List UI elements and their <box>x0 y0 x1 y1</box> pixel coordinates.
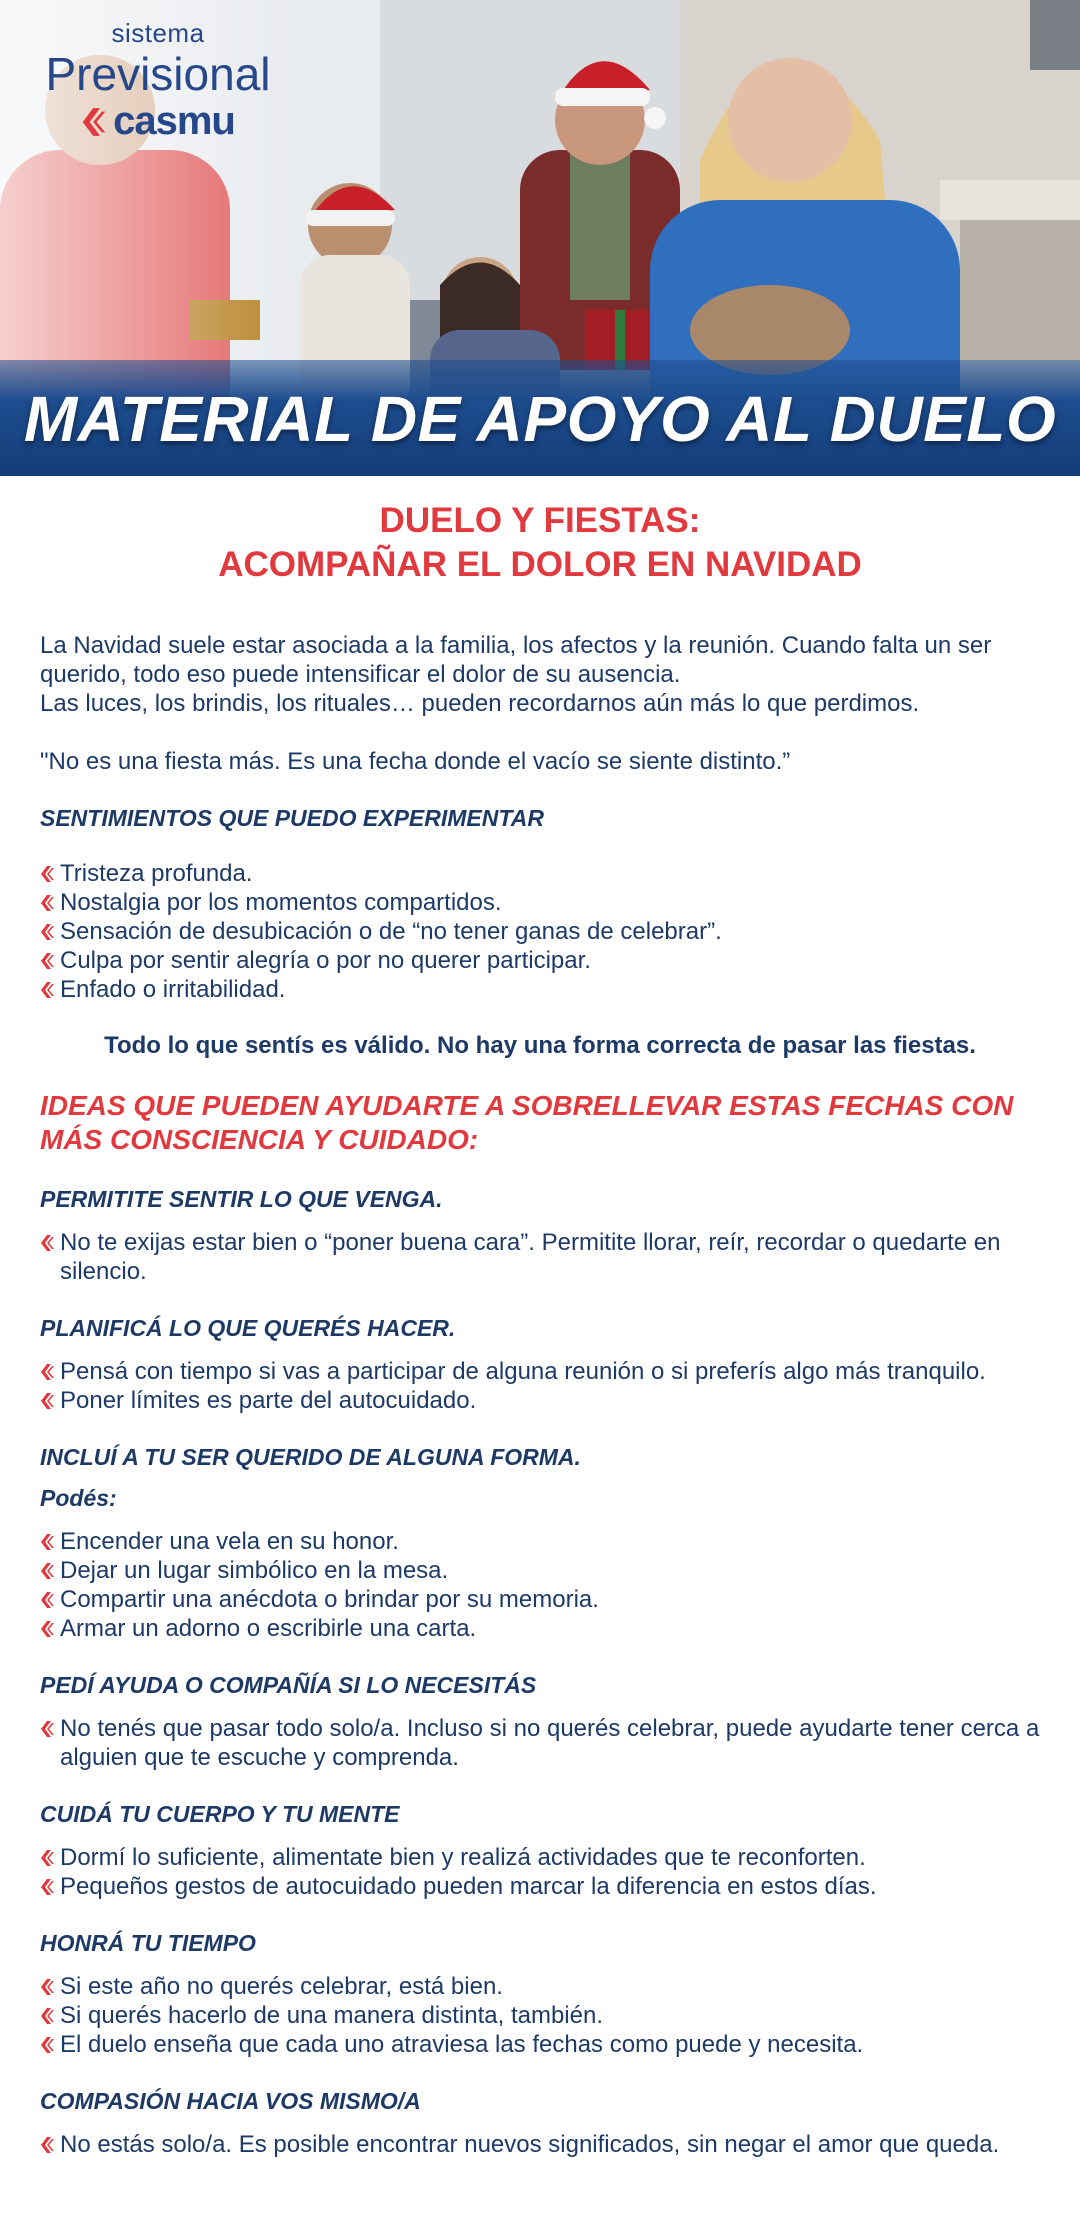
section-list-honra <box>40 1972 1040 2059</box>
section-heading-incluí: INCLUÍ A TU SER QUERIDO DE ALGUNA FORMA. <box>40 1444 581 1470</box>
section-heading-cuida: CUIDÁ TU CUERPO Y TU MENTE <box>40 1801 400 1827</box>
intro-paragraph-1: La Navidad suele estar asociada a la familia, los afectos y la reunión. Cuando falta un ser querido, todo eso puede intensificar el dolor de su ausencia. <box>40 632 992 688</box>
section-heading-compasion: COMPASIÓN HACIA VOS MISMO/A <box>40 2088 421 2114</box>
list-item <box>40 946 1040 975</box>
list-item <box>40 1527 1040 1556</box>
list-item <box>40 1872 1040 1901</box>
casmu-chevron-icon <box>40 1235 55 1251</box>
validation-statement: Todo lo que sentís es válido. No hay una forma correcta de pasar las fiestas. <box>104 1032 976 1059</box>
casmu-chevron-icon <box>81 106 107 138</box>
casmu-chevron-icon <box>40 924 55 940</box>
list-item <box>40 1614 1040 1643</box>
list-item-text: Armar un adorno o escribirle una carta. <box>60 1615 477 1642</box>
list-item <box>40 2001 1040 2030</box>
casmu-chevron-icon <box>40 1393 55 1409</box>
page-title-line-2: ACOMPAÑAR EL DOLOR EN NAVIDAD <box>218 545 862 584</box>
casmu-chevron-icon <box>40 1364 55 1380</box>
list-item-text: Dormí lo suficiente, alimentate bien y realizá actividades que te reconforten. <box>60 1844 866 1871</box>
casmu-chevron-icon <box>40 2008 55 2024</box>
list-item-text: Tristeza profunda. <box>60 860 253 887</box>
section-heading-planifica: PLANIFICÁ LO QUE QUERÉS HACER. <box>40 1315 456 1341</box>
page-title <box>40 499 1040 587</box>
list-item-text: Sensación de desubicación o de “no tener ganas de celebrar”. <box>60 918 722 945</box>
logo-line-sistema: sistema <box>111 18 205 48</box>
list-item <box>40 1386 1040 1415</box>
feelings-list <box>40 859 1040 1004</box>
list-item-text: No estás solo/a. Es posible encontrar nuevos significados, sin negar el amor que queda. <box>60 2131 1000 2158</box>
logo-brand-casmu: casmu <box>113 99 235 143</box>
list-item <box>40 975 1040 1004</box>
list-item-text: Encender una vela en su honor. <box>60 1528 399 1555</box>
logo-line-previsional: Previsional <box>45 48 271 100</box>
article-body <box>0 499 1080 2159</box>
list-item-text: No tenés que pasar todo solo/a. Incluso si no querés celebrar, puede ayudarte tener cerca a alguien que te escuche y comprenda. <box>60 1715 1040 1771</box>
intro-paragraph-2: Las luces, los brindis, los rituales… pueden recordarnos aún más lo que perdimos. <box>40 690 920 717</box>
intro-quote: "No es una fiesta más. Es una fecha donde el vacío se siente distinto.” <box>40 748 791 775</box>
list-item <box>40 1714 1040 1772</box>
section-list-incluí <box>40 1527 1040 1643</box>
page-title-line-1: DUELO Y FIESTAS: <box>379 501 701 540</box>
list-item-text: Culpa por sentir alegría o por no querer participar. <box>60 947 591 974</box>
list-item <box>40 1843 1040 1872</box>
list-item-text: El duelo enseña que cada uno atraviesa las fechas como puede y necesita. <box>60 2031 864 2058</box>
casmu-chevron-icon <box>40 866 55 882</box>
casmu-chevron-icon <box>40 1563 55 1579</box>
hero-banner <box>0 0 1080 476</box>
section-list-permitite <box>40 1228 1040 1286</box>
logo-brand-row <box>38 99 278 144</box>
list-item-text: Nostalgia por los momentos compartidos. <box>60 889 502 916</box>
casmu-chevron-icon <box>40 953 55 969</box>
list-item <box>40 859 1040 888</box>
section-list-pedi-ayuda <box>40 1714 1040 1772</box>
intro-section <box>40 631 1040 718</box>
casmu-chevron-icon <box>40 2137 55 2153</box>
list-item <box>40 888 1040 917</box>
casmu-chevron-icon <box>40 2037 55 2053</box>
list-item-text: Compartir una anécdota o brindar por su memoria. <box>60 1586 599 1613</box>
casmu-chevron-icon <box>40 1879 55 1895</box>
section-heading-honra: HONRÁ TU TIEMPO <box>40 1930 256 1956</box>
list-item <box>40 1585 1040 1614</box>
list-item-text: Si querés hacerlo de una manera distinta, también. <box>60 2002 603 2029</box>
casmu-chevron-icon <box>40 1592 55 1608</box>
casmu-chevron-icon <box>40 1621 55 1637</box>
feelings-heading: SENTIMIENTOS QUE PUEDO EXPERIMENTAR <box>40 805 544 831</box>
ideas-heading: IDEAS QUE PUEDEN AYUDARTE A SOBRELLEVAR ESTAS FECHAS CON MÁS CONSCIENCIA Y CUIDADO: <box>40 1090 1014 1155</box>
list-item <box>40 1357 1040 1386</box>
list-item <box>40 1228 1040 1286</box>
casmu-chevron-icon <box>40 1979 55 1995</box>
section-list-cuida <box>40 1843 1040 1901</box>
section-list-planifica <box>40 1357 1040 1415</box>
section-subheading-podes: Podés: <box>40 1485 117 1511</box>
list-item-text: No te exijas estar bien o “poner buena cara”. Permitite llorar, reír, recordar o quedarte en silencio. <box>60 1229 1001 1285</box>
list-item <box>40 2030 1040 2059</box>
section-heading-permitite: PERMITITE SENTIR LO QUE VENGA. <box>40 1186 443 1212</box>
list-item-text: Si este año no querés celebrar, está bien. <box>60 1973 503 2000</box>
list-item-text: Enfado o irritabilidad. <box>60 976 286 1003</box>
sistema-previsional-casmu-logo <box>38 18 278 144</box>
section-heading-pedi-ayuda: PEDÍ AYUDA O COMPAÑÍA SI LO NECESITÁS <box>40 1672 537 1698</box>
list-item <box>40 917 1040 946</box>
banner-title: MATERIAL DE APOYO AL DUELO <box>23 383 1057 455</box>
list-item-text: Dejar un lugar simbólico en la mesa. <box>60 1557 449 1584</box>
list-item-text: Pequeños gestos de autocuidado pueden marcar la diferencia en estos días. <box>60 1873 877 1900</box>
list-item-text: Pensá con tiempo si vas a participar de alguna reunión o si preferís algo más tranquilo. <box>60 1358 986 1385</box>
casmu-chevron-icon <box>40 1721 55 1737</box>
list-item <box>40 1556 1040 1585</box>
list-item-text: Poner límites es parte del autocuidado. <box>60 1387 477 1414</box>
casmu-chevron-icon <box>40 1850 55 1866</box>
casmu-chevron-icon <box>40 1534 55 1550</box>
section-list-compasion <box>40 2130 1040 2159</box>
casmu-chevron-icon <box>40 895 55 911</box>
casmu-chevron-icon <box>40 982 55 998</box>
list-item <box>40 2130 1040 2159</box>
list-item <box>40 1972 1040 2001</box>
